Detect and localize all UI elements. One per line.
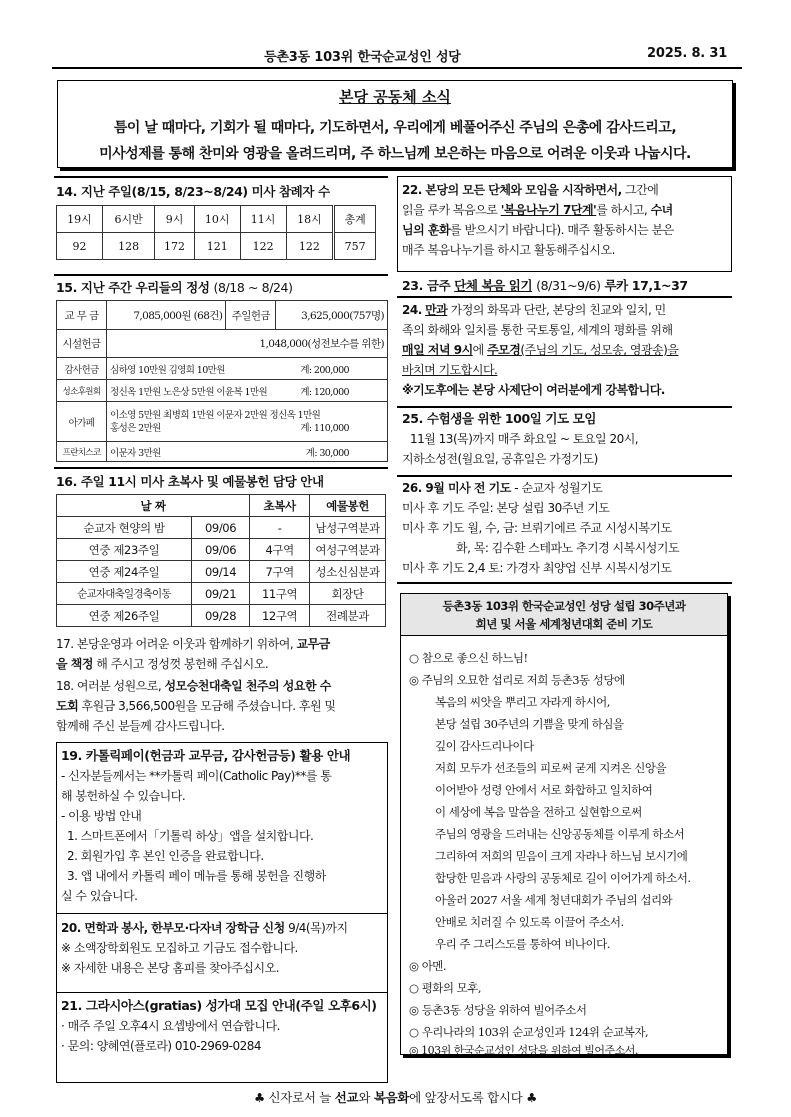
table-row: 연중 제23주일 09/06 4구역 여성구역분과	[57, 539, 386, 561]
prayer-line: ◎ 아멘.	[409, 959, 447, 973]
s17-notice: 17. 본당운영과 어려운 이웃과 함께하기 위하여, 교무금 을 책정 해 주시고 정성껏 봉헌해 주십시오.	[56, 637, 330, 671]
s21-choir: 21. 그라시아스(gratias) 성가대 모집 안내(주일 오후6시) · 매주 주일 오후4시 요셉방에서 연습합니다. · 문의: 양혜연(플로라) 010-2969-0284	[61, 998, 377, 1053]
cell: 19시	[57, 206, 103, 233]
community-notice-box	[57, 80, 733, 168]
prayer-line: 아울러 2027 서울 세계 청년대회가 주님의 섭리와	[435, 893, 673, 907]
cell: 18시	[286, 206, 334, 233]
cell: 6시반	[102, 206, 154, 233]
prayer-line: 우리 주 그리스도를 통하여 비나이다.	[435, 937, 610, 951]
anniversary-prayer-box	[400, 593, 728, 1055]
offering-row: 프란치스코 이문자 3만원 계: 30,000	[57, 442, 388, 462]
notice-line-1: 틈이 날 때마다, 기회가 될 때마다, 기도하면서, 우리에게 베풀어주신 주님의 은총에 감사드리고,	[113, 120, 677, 136]
s19-pay-guide: 19. 카톨릭페이(헌금과 교무금, 감사헌금등) 활용 안내 - 신자분들께서는 **카톨릭 페이(Catholic Pay)**를 통 해 봉헌하실 수 있습니다. - 이용 방법 안내 1. 스마트폰에서「기톨릭 하상」앱을 설치합니다. 2. 회원가입 후 본인 인증을 완료합니다. 3. 앱 내에서 카톨릭 페이 메뉴를 통해 봉헌을 진행하 실 수 있습니다.	[61, 748, 351, 903]
prayer-line: 복음의 씨앗을 뿌리고 자라게 하시어,	[435, 695, 610, 709]
prayer-line: 이 세상에 복음 말씀을 전하고 실현함으로써	[435, 805, 642, 819]
prayer-line: ○ 우리나라의 103위 순교성인과 124위 순교복자,	[409, 1025, 649, 1039]
prayer-line: ◎ 주님의 오묘한 섭리로 저희 등촌3동 성당에	[409, 673, 625, 687]
s15-title: 15. 지난 주간 우리들의 정성 (8/18 ~ 8/24)	[56, 280, 293, 295]
prayer-line: 이어받아 성령 안에서 서로 화합하고 일치하여	[435, 783, 653, 797]
prayer-title: 등촌3동 103위 한국순교성인 성당 설립 30주년과 희년 및 서울 세계청년대회 준비 기도	[442, 599, 686, 631]
altar-duty-table: 날 짜 초복사 예물봉헌 순교자 현양의 밤 09/06 - 남성구역분과 연중 제23주일 09/06 4구역 여성구역분과 연중 제24주일 09/14 7구역 성소신심분과 순교자대축일경축이동 09/21 11구역 회장단 연중 제26주일 09/28 12구역 전례분과	[56, 494, 386, 627]
offering-row: 아가페 이소영 5만원 최병희 1만원 이문자 2만원 정신옥 1만원 홍성은 2만원 계: 110,000	[57, 402, 388, 442]
prayer-line: 깊이 감사드리나이다	[435, 739, 534, 753]
notice-line-2: 미사성제를 통해 찬미와 영광을 올려드리며, 주 하느님께 보은하는 마음으로 어려운 이웃과 나눕시다.	[99, 146, 691, 162]
prayer-line: ◎ 103위 한국순교성인 성당을 위하여 빌어주소서.	[409, 1044, 638, 1057]
offering-row: 시설헌금 1,048,000(성전보수를 위한)	[57, 330, 388, 358]
s23-reading: 23. 금주 단체 복음 읽기 (8/31~9/6) 루카 17,1~37	[402, 278, 688, 293]
prayer-line: 본당 설립 30주년의 기쁨을 맞게 하심을	[435, 717, 624, 731]
offering-table	[56, 300, 388, 462]
header-rule	[52, 67, 742, 69]
offering-row: 감사헌금 심하영 10만원 김영희 10만원 계: 200,000	[57, 358, 388, 380]
offering-row: 성소후원회 정신옥 1만원 노은상 5만원 이윤복 1만원 계: 120,000	[57, 380, 388, 402]
s25-exam-prayer: 25. 수험생을 위한 100일 기도 모임 11월 13(목)까지 매주 화요일 ~ 토요일 20시, 지하소성전(월요일, 공휴일은 가정기도)	[402, 411, 639, 466]
attendance-header-row	[57, 206, 376, 233]
s18-notice: 18. 여러분 성원으로, 성모승천대축일 천주의 성요한 수 도회 후원금 3,566,500원을 모금해 주셨습니다. 후원 및 함께해 주신 분들께 감사드립니다.	[56, 679, 336, 733]
s24-evening-prayer: 24. 만과 가정의 화목과 단란, 본당의 친교와 일치, 민 족의 화해와 일치를 통한 국토통일, 세계의 평화를 위해 매일 저녁 9시에 주모경(주님의 기도, 성모송, 영광송)을 바치며 기도합시다. ※기도후에는 본당 사제단이 여러분에게 강복합니다.	[402, 303, 679, 397]
s22-notice: 22. 본당의 모든 단체와 모임을 시작하면서, 그간에 읽을 루카 복음으로 '복음나누기 7단계'를 하시고, 수녀 님의 훈화를 받으시기 바랍니다). 매주 활동하시는 분은 매주 복음나누기를 하시고 활동해주십시오.	[402, 183, 674, 257]
notice-title: 본당 공동체 소식	[339, 88, 451, 106]
s16-title: 16. 주일 11시 미사 초복사 및 예물봉헌 담당 안내	[56, 474, 324, 489]
s14-title: 14. 지난 주일(8/15, 8/23~8/24) 미사 참례자 수	[56, 184, 330, 199]
table-row: 연중 제26주일 09/28 12구역 전례분과	[57, 605, 386, 627]
cell: 총계	[334, 206, 376, 233]
prayer-line: 안배로 치러질 수 있도록 이끌어 주소서.	[435, 915, 624, 929]
prayer-line: ◎ 등촌3동 성당을 위하여 빌어주소서	[409, 1003, 587, 1017]
attendance-values-row	[57, 233, 376, 260]
table-row: 순교자대축일경축이동 09/21 11구역 회장단	[57, 583, 386, 605]
offering-row: 교 무 금 7,085,000원 (68건) 주일헌금 3,625,000(757명)	[57, 301, 388, 330]
footer-motto: ♣ 신자로서 늘 선교와 복음화에 앞장서도록 합시다 ♣	[253, 1090, 538, 1105]
cell: 92	[57, 233, 103, 260]
table-row: 연중 제24주일 09/14 7구역 성소신심분과	[57, 561, 386, 583]
cell: 128	[102, 233, 154, 260]
cell: 757	[334, 233, 376, 260]
attendance-table	[56, 205, 376, 260]
prayer-line: ○ 참으로 좋으신 하느님!	[409, 651, 528, 665]
cell: 11시	[240, 206, 286, 233]
prayer-line: ○ 평화의 모후,	[409, 981, 482, 995]
prayer-line: 합당한 믿음과 사랑의 공동체로 길이 이어가게 하소서.	[435, 871, 691, 885]
cell: 172	[155, 233, 194, 260]
cell: 10시	[194, 206, 240, 233]
bulletin-date: 2025. 8. 31	[647, 46, 728, 61]
s26-september-prayer: 26. 9월 미사 전 기도 - 순교자 성월기도 미사 후 기도 주일: 본당 설립 30주년 기도 미사 후 기도 월, 수, 금: 브뤼기에르 주교 시성시복기도 화, 목: 김수환 스테파노 추기경 시복시성기도 미사 후 기도 2,4 토: 가경자 최양업 신부 시복시성기도	[402, 481, 680, 575]
cell: 121	[194, 233, 240, 260]
prayer-line: 저희 모두가 선조들의 피로써 굳게 지켜온 신앙을	[435, 761, 667, 775]
parish-name: 등촌3동 103위 한국순교성인 성당	[264, 50, 461, 65]
cell: 122	[286, 233, 334, 260]
prayer-line: 주님의 영광을 드러내는 신앙공동체를 이루게 하소서	[435, 827, 685, 841]
table-row: 순교자 현양의 밤 09/06 - 남성구역분과	[57, 517, 386, 539]
s20-scholarship: 20. 면학과 봉사, 한부모·다자녀 장학금 신청 9/4(목)까지 ※ 소액장학회원도 모집하고 기금도 접수합니다. ※ 자세한 내용은 본당 홈피를 찾아주십시오.	[61, 921, 348, 975]
prayer-line: 그리하여 저희의 믿음이 크게 자라나 하느님 보시기에	[435, 849, 688, 863]
cell: 122	[240, 233, 286, 260]
cell: 9시	[155, 206, 194, 233]
